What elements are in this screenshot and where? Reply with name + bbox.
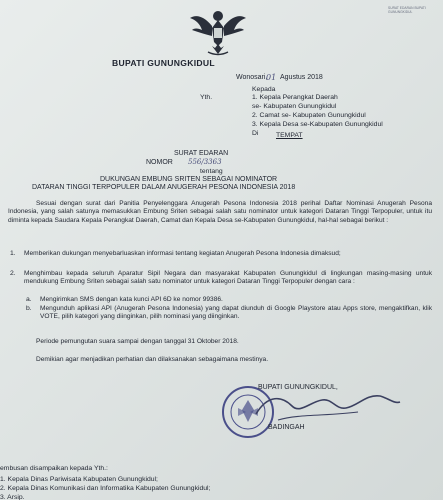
signatory-title: BUPATI GUNUNGKIDUL, [258,384,338,391]
item-2-text: Menghimbau kepada seluruh Aparatur Sipil Negara dan masyarakat Kabupaten Gunungkidul di lingkungan masing-masing untuk mendukung Embung Sriten sebagai salah satu nominator untuk kategori Dataran Tinggi Terpopuler dengan cara : [24,270,432,286]
closing-sentence: Demikian agar menjadikan perhatian dan dilaksanakan sebagaimana mestinya. [36,356,269,363]
item-2b-label: b. [26,305,32,312]
item-2a-label: a. [26,296,32,303]
intro-paragraph: Sesuai dengan surat dari Panitia Penyelenggara Anugerah Pesona Indonesia 2018 perihal Daftar Nominasi Anugerah Pesona Indonesia, yang salah satunya memasukkan Embung Sriten sebagai salah satu nominator untuk kategori Dataran Tinggi Terpopuler, untuk itu diminta kepada Saudara Kepala Perangkat Daerah, Camat dan Kepala Desa se-Kabupaten Gunungkidul, hal-hal sebagai berikut : [8,200,432,224]
subject-line-1: DUKUNGAN EMBUNG SRITEN SEBAGAI NOMINATOR [100,176,278,183]
tentang-label: tentang [200,168,223,175]
item-2b-text: Mengunduh aplikasi API (Anugerah Pesona Indonesia) yang dapat diunduh di Google Playstore atau Apps store, mengaktifkan, klik VOTE, pilih kategori yang diinginkan, pilih nominasi yang diinginkan. [40,305,432,321]
item-1-text: Memberikan dukungan menyebarluaskan informasi tentang kegiatan Anugerah Pesona Indonesia dimaksud; [24,250,341,257]
recipient-line-3: 2. Camat se- Kabupaten Gunungkidul [252,112,366,119]
recipient-line-2: se- Kabupaten Gunungkidul [252,103,337,110]
top-right-stamp: SURAT EDARAN BUPATI GUNUNGKIDUL [388,6,426,15]
recipient-line-1: 1. Kepala Perangkat Daerah [252,94,338,101]
tempat-label: TEMPAT [276,132,303,139]
item-2a-text: Mengirimkan SMS dengan kata kunci API 6D ke nomor 99386. [40,296,223,303]
subject-line-2: DATARAN TINGGI TERPOPULER DALAM ANUGERAH PESONA INDONESIA 2018 [32,184,296,191]
to-label: Kepada [252,86,276,93]
cc-item-1: 1. Kepala Dinas Pariwisata Kabupaten Gunungkidul; [0,476,158,483]
date-month-year: Agustus 2018 [280,74,323,81]
item-1-number: 1. [10,250,16,257]
nomor-value: 556/3363 [188,158,222,166]
cc-item-2: 2. Kepala Dinas Komunikasi dan Informatika Kabupaten Gunungkidul; [0,485,211,492]
garuda-emblem-icon [188,6,248,58]
item-2-number: 2. [10,270,16,277]
signatory-name: BADINGAH [268,424,305,431]
recipient-line-4: 3. Kepala Desa se-Kabupaten Gunungkidul [252,121,383,128]
nomor-label: NOMOR [146,159,173,166]
yth-label: Yth. [200,94,213,101]
cc-item-3: 3. Arsip. [0,494,25,500]
date-place: Wonosari, [236,74,268,81]
voting-period: Periode pemungutan suara sampai dengan tanggal 31 Oktober 2018. [36,338,239,345]
di-label: Di [252,130,259,137]
date-day: 01 [266,73,277,82]
cc-label: embusan disampaikan kepada Yth.: [0,465,108,472]
letterhead-title: BUPATI GUNUNGKIDUL [112,58,215,68]
doc-type: SURAT EDARAN [174,150,229,157]
